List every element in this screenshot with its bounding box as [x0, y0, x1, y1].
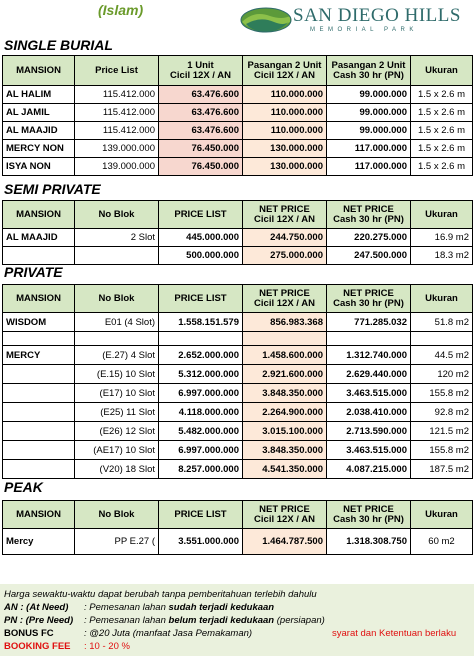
table-row [3, 158, 473, 176]
note-bonus-key: BONUS FC [4, 628, 54, 639]
table-cell: Mercy [3, 529, 75, 555]
brand-logo [240, 6, 470, 36]
table-cell: 247.500.000 [327, 247, 411, 265]
table-cell: AL JAMIL [3, 104, 75, 122]
column-header: No Blok [75, 285, 159, 313]
note-an-key: AN : (At Need) [4, 602, 69, 613]
table-cell: 99.000.000 [327, 86, 411, 104]
table-cell: 117.000.000 [327, 158, 411, 176]
table-cell [3, 332, 75, 346]
table-cell: 1.5 x 2.6 m [411, 122, 473, 140]
table-cell: (V20) 18 Slot [75, 460, 159, 479]
table-row [3, 422, 473, 441]
table-row [3, 365, 473, 384]
table-cell: 6.997.000.000 [159, 384, 243, 403]
table-cell: 2.264.900.000 [243, 403, 327, 422]
semi-private-table [2, 200, 473, 265]
table-cell: 139.000.000 [75, 158, 159, 176]
column-header: Ukuran [411, 56, 473, 86]
table-cell: 4.087.215.000 [327, 460, 411, 479]
note-fee-key: BOOKING FEE [4, 641, 71, 652]
column-header: NET PRICE Cash 30 hr (PN) [327, 285, 411, 313]
note-pn-bold: belum terjadi kedukaan [168, 615, 275, 626]
table-cell: 771.285.032 [327, 313, 411, 332]
table-cell: 18.3 m2 [411, 247, 473, 265]
column-header: Pasangan 2 Unit Cicil 12X / AN [243, 56, 327, 86]
table-cell: AL MAAJID [3, 122, 75, 140]
column-header: 1 Unit Cicil 12X / AN [159, 56, 243, 86]
column-header: Price List [75, 56, 159, 86]
note-bonus-val: : @20 Juta (manfaat Jasa Pemakaman) [84, 628, 253, 639]
table-cell: 16.9 m2 [411, 229, 473, 247]
table-cell: AL HALIM [3, 86, 75, 104]
table-cell: 3.463.515.000 [327, 384, 411, 403]
table-cell: 3.015.100.000 [243, 422, 327, 441]
table-row [3, 529, 473, 555]
table-cell: 3.551.000.000 [159, 529, 243, 555]
table-cell: 155.8 m2 [411, 384, 473, 403]
column-header: Ukuran [411, 201, 473, 229]
table-cell: (E25) 11 Slot [75, 403, 159, 422]
table-cell: 155.8 m2 [411, 441, 473, 460]
table-row [3, 229, 473, 247]
note-pn [4, 614, 470, 627]
table-cell: (AE17) 10 Slot [75, 441, 159, 460]
table-cell: 115.412.000 [75, 86, 159, 104]
section-title-semi: SEMI PRIVATE [4, 181, 101, 197]
column-header: NET PRICE Cash 30 hr (PN) [327, 501, 411, 529]
peak-table [2, 500, 473, 555]
table-cell: 244.750.000 [243, 229, 327, 247]
notes-panel [0, 584, 474, 656]
table-cell: 110.000.000 [243, 122, 327, 140]
note-fee [4, 640, 470, 653]
table-cell: (E26) 12 Slot [75, 422, 159, 441]
brand-subname: MEMORIAL PARK [310, 27, 418, 33]
terms-note: syarat dan Ketentuan berlaku [332, 628, 457, 639]
table-row [3, 460, 473, 479]
table-row [3, 86, 473, 104]
table-row [3, 104, 473, 122]
table-cell: 856.983.368 [243, 313, 327, 332]
table-cell [75, 247, 159, 265]
table-cell [3, 460, 75, 479]
table-cell: 1.5 x 2.6 m [411, 86, 473, 104]
table-cell: 2 Slot [75, 229, 159, 247]
table-cell: ISYA NON [3, 158, 75, 176]
section-title-private: PRIVATE [4, 264, 63, 280]
table-row [3, 332, 473, 346]
section-title-peak: PEAK [4, 479, 43, 495]
table-cell [3, 403, 75, 422]
hills-logo-icon [240, 6, 292, 34]
table-cell: 1.5 x 2.6 m [411, 140, 473, 158]
column-header: PRICE LIST [159, 285, 243, 313]
table-cell [3, 441, 75, 460]
table-cell: 220.275.000 [327, 229, 411, 247]
table-cell: 99.000.000 [327, 104, 411, 122]
column-header: MANSION [3, 285, 75, 313]
table-cell: 445.000.000 [159, 229, 243, 247]
column-header: NET PRICE Cicil 12X / AN [243, 501, 327, 529]
page-header [0, 0, 474, 34]
table-cell: 1.318.308.750 [327, 529, 411, 555]
table-cell: 187.5 m2 [411, 460, 473, 479]
table-cell: 1.558.151.579 [159, 313, 243, 332]
table-cell: 2.921.600.000 [243, 365, 327, 384]
table-cell: 1.458.600.000 [243, 346, 327, 365]
column-header: NET PRICE Cicil 12X / AN [243, 285, 327, 313]
table-cell [3, 365, 75, 384]
column-header: No Blok [75, 201, 159, 229]
table-cell: 3.463.515.000 [327, 441, 411, 460]
note-fee-val: : 10 - 20 % [84, 641, 130, 652]
column-header: Pasangan 2 Unit Cash 30 hr (PN) [327, 56, 411, 86]
table-cell [75, 332, 159, 346]
note-pn-pre: : Pemesanan lahan [84, 615, 169, 626]
column-header: Ukuran [411, 285, 473, 313]
table-cell: 6.997.000.000 [159, 441, 243, 460]
column-header: MANSION [3, 501, 75, 529]
page-subtitle: (Islam) [98, 2, 144, 18]
table-cell [3, 422, 75, 441]
table-cell: 1.5 x 2.6 m [411, 158, 473, 176]
table-cell: 5.482.000.000 [159, 422, 243, 441]
brand-name: SAN DIEGO HILLS [293, 5, 461, 26]
table-cell: 2.713.590.000 [327, 422, 411, 441]
private-table [2, 284, 473, 479]
table-cell: 4.541.350.000 [243, 460, 327, 479]
table-row [3, 384, 473, 403]
table-cell: 8.257.000.000 [159, 460, 243, 479]
table-cell: 120 m2 [411, 365, 473, 384]
table-cell: 76.450.000 [159, 140, 243, 158]
table-cell: 60 m2 [411, 529, 473, 555]
table-cell: E01 (4 Slot) [75, 313, 159, 332]
table-cell: 63.476.600 [159, 104, 243, 122]
table-row [3, 122, 473, 140]
table-cell: 1.464.787.500 [243, 529, 327, 555]
table-cell: 44.5 m2 [411, 346, 473, 365]
table-cell: 1.5 x 2.6 m [411, 104, 473, 122]
column-header: MANSION [3, 56, 75, 86]
table-cell: (E.27) 4 Slot [75, 346, 159, 365]
note-bonus [4, 627, 470, 640]
table-cell: 63.476.600 [159, 86, 243, 104]
column-header: PRICE LIST [159, 501, 243, 529]
table-cell [3, 247, 75, 265]
table-row [3, 441, 473, 460]
table-cell: 110.000.000 [243, 86, 327, 104]
table-cell: 99.000.000 [327, 122, 411, 140]
table-cell: 500.000.000 [159, 247, 243, 265]
table-cell: AL MAAJID [3, 229, 75, 247]
table-cell: 275.000.000 [243, 247, 327, 265]
table-cell [411, 332, 473, 346]
table-cell: 76.450.000 [159, 158, 243, 176]
section-title-single: SINGLE BURIAL [4, 37, 113, 53]
column-header: PRICE LIST [159, 201, 243, 229]
table-cell: (E.15) 10 Slot [75, 365, 159, 384]
table-cell: 121.5 m2 [411, 422, 473, 441]
table-cell [327, 332, 411, 346]
column-header: Ukuran [411, 501, 473, 529]
table-cell: 4.118.000.000 [159, 403, 243, 422]
table-cell: 3.848.350.000 [243, 441, 327, 460]
table-row [3, 247, 473, 265]
column-header: No Blok [75, 501, 159, 529]
note-an [4, 601, 470, 614]
table-cell: 130.000.000 [243, 158, 327, 176]
table-cell [3, 384, 75, 403]
column-header: NET PRICE Cash 30 hr (PN) [327, 201, 411, 229]
table-cell: WISDOM [3, 313, 75, 332]
column-header: NET PRICE Cicil 12X / AN [243, 201, 327, 229]
note-an-pre: : Pemesanan lahan [84, 602, 169, 613]
table-cell: 130.000.000 [243, 140, 327, 158]
table-cell: 110.000.000 [243, 104, 327, 122]
table-row [3, 403, 473, 422]
table-row [3, 313, 473, 332]
column-header: MANSION [3, 201, 75, 229]
table-cell: 117.000.000 [327, 140, 411, 158]
price-disclaimer: Harga sewaktu-waktu dapat berubah tanpa pemberitahuan terlebih dahulu [4, 589, 317, 600]
single-burial-table [2, 55, 473, 176]
table-cell: 115.412.000 [75, 122, 159, 140]
table-cell [243, 332, 327, 346]
table-row [3, 140, 473, 158]
table-cell: (E17) 10 Slot [75, 384, 159, 403]
table-cell: 92.8 m2 [411, 403, 473, 422]
table-cell: PP E.27 ( [75, 529, 159, 555]
table-cell: 3.848.350.000 [243, 384, 327, 403]
note-pn-post: (persiapan) [274, 615, 325, 626]
note-pn-key: PN : (Pre Need) [4, 615, 74, 626]
table-cell: 63.476.600 [159, 122, 243, 140]
table-cell: MERCY [3, 346, 75, 365]
table-cell: 2.652.000.000 [159, 346, 243, 365]
table-cell: 51.8 m2 [411, 313, 473, 332]
table-cell: 2.038.410.000 [327, 403, 411, 422]
table-cell: 5.312.000.000 [159, 365, 243, 384]
table-cell: 1.312.740.000 [327, 346, 411, 365]
table-cell: 2.629.440.000 [327, 365, 411, 384]
table-cell: 139.000.000 [75, 140, 159, 158]
table-cell: 115.412.000 [75, 104, 159, 122]
note-an-bold: sudah terjadi kedukaan [168, 602, 275, 613]
table-cell: MERCY NON [3, 140, 75, 158]
table-cell [159, 332, 243, 346]
table-row [3, 346, 473, 365]
